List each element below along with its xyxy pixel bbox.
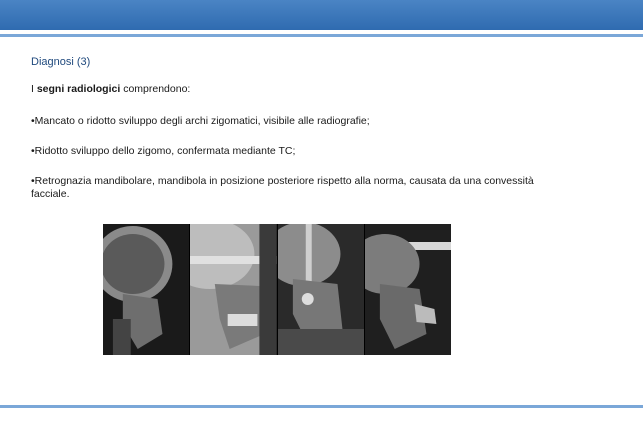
intro-suffix: comprendono: <box>120 83 191 95</box>
header-bar <box>0 0 643 30</box>
xray-image-4 <box>365 224 451 355</box>
footer-divider <box>0 405 643 408</box>
header-divider <box>0 34 643 37</box>
xray-image-strip <box>103 224 451 355</box>
intro-text <box>31 83 551 96</box>
bullet-3: •Retrognazia mandibolare, mandibola in posizione posteriore rispetto alla norma, causata da una convessità facciale. <box>31 175 534 200</box>
xray-image-1 <box>103 224 190 355</box>
xray-image-3 <box>278 224 365 355</box>
xray-image-2 <box>190 224 277 355</box>
slide-title: Diagnosi (3) <box>31 56 91 68</box>
intro-prefix: I <box>31 83 37 95</box>
bullet-2: •Ridotto sviluppo dello zigomo, confermata mediante TC; <box>31 145 296 157</box>
intro-bold: segni radiologici <box>36 83 121 95</box>
bullet-1: •Mancato o ridotto sviluppo degli archi zigomatici, visibile alle radiografie; <box>31 115 370 127</box>
